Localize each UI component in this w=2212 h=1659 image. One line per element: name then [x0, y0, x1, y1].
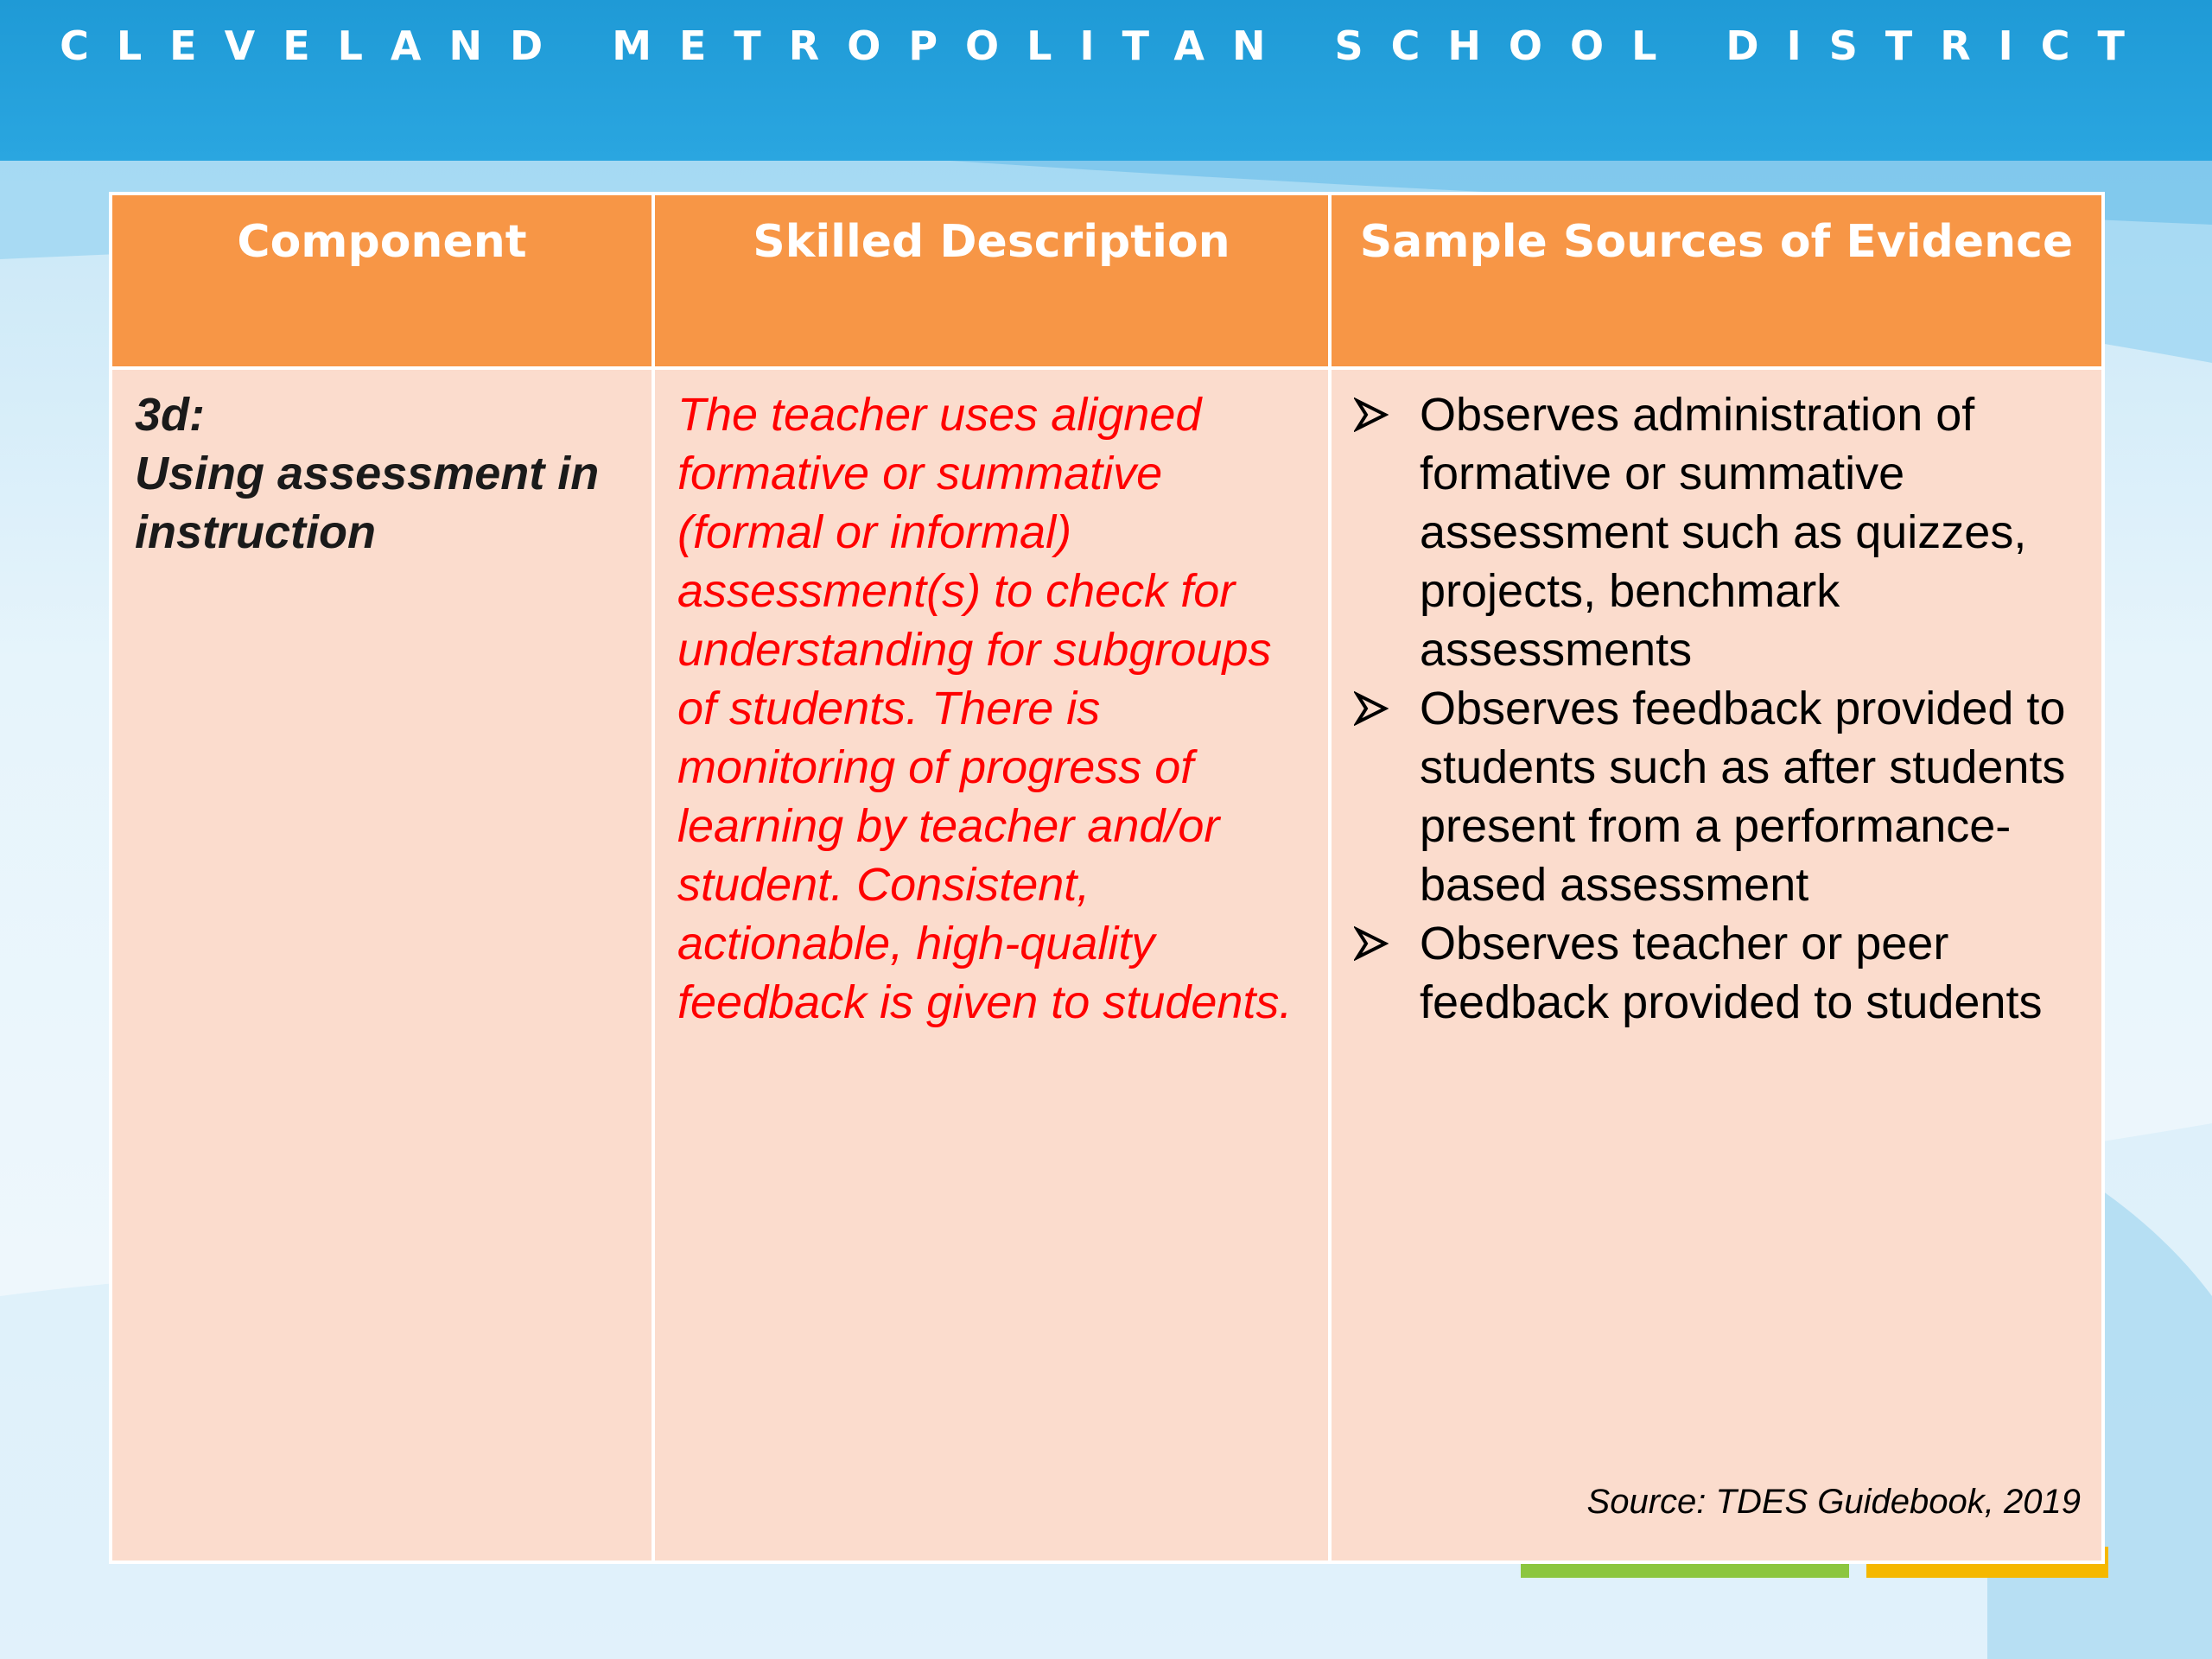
district-title: CLEVELAND METROPOLITAN SCHOOL DISTRICT: [60, 22, 2152, 69]
arrow-bullet-icon: [1354, 914, 1420, 973]
column-header-evidence: Sample Sources of Evidence: [1330, 194, 2103, 368]
table-header-row: [111, 194, 2103, 368]
column-header-skilled-description: Skilled Description: [653, 194, 1330, 368]
rubric-table: [109, 192, 2105, 1564]
list-item: [1354, 914, 2081, 1032]
evidence-text: Observes administration of formative or summative assessment such as quizzes, projects, benchmark assessments: [1420, 389, 2027, 676]
column-header-component: Component: [111, 194, 653, 368]
evidence-list: [1354, 385, 2081, 1032]
skilled-description: The teacher uses aligned formative or summative (formal or informal) assessment(s) to check for understanding for subgroups of students. There is monitoring of progress of learning by teacher and/or student. Consistent, actionable, high-quality feedback is given to students.: [677, 389, 1293, 1028]
header-bar: [0, 0, 2212, 161]
source-citation: Source: TDES Guidebook, 2019: [1586, 1483, 2081, 1521]
arrow-bullet-icon: [1354, 679, 1420, 738]
component-cell: [111, 368, 653, 1562]
description-cell: [653, 368, 1330, 1562]
component-name: Using assessment in instruction: [135, 448, 600, 558]
evidence-text: Observes teacher or peer feedback provided to students: [1420, 918, 2043, 1028]
component-id: 3d:: [135, 389, 205, 441]
table-row: [111, 368, 2103, 1562]
arrow-bullet-icon: [1354, 385, 1420, 444]
list-item: [1354, 385, 2081, 679]
list-item: [1354, 679, 2081, 914]
evidence-text: Observes feedback provided to students such as after students present from a performance-based assessment: [1420, 683, 2066, 911]
evidence-cell: [1330, 368, 2103, 1562]
